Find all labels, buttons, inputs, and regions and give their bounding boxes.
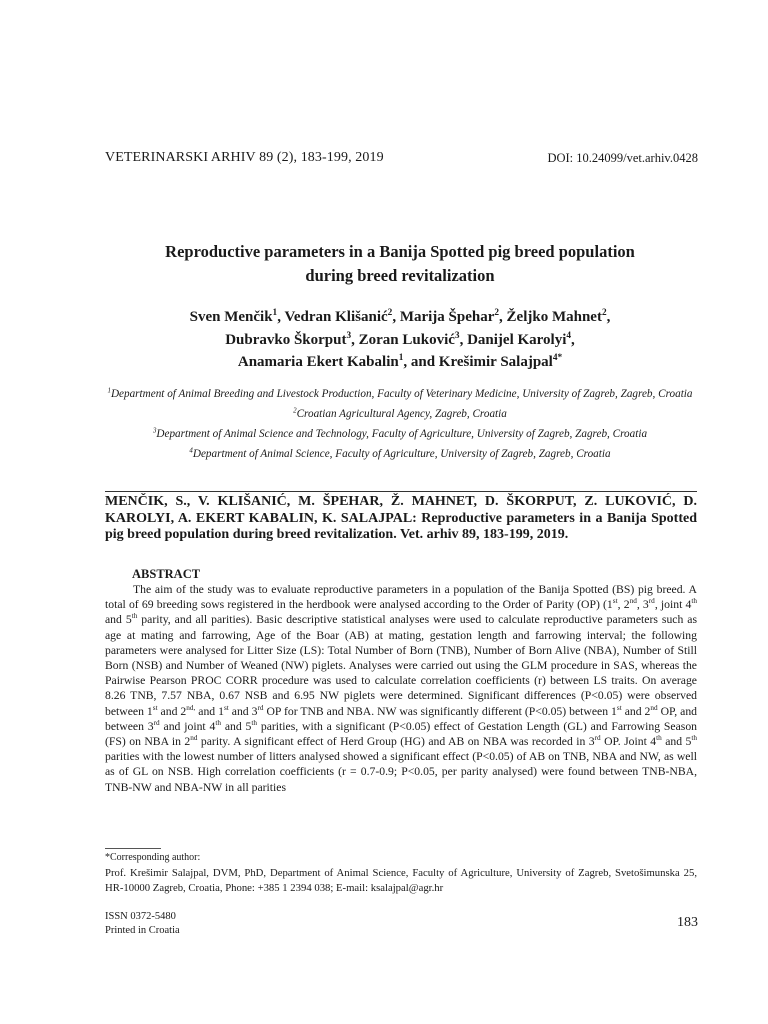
abstract-heading: ABSTRACT	[132, 567, 201, 581]
affiliation: $^4$Department of Animal Science, Faculty of Agriculture, University of Zagreb, Zagreb, Croatia	[189, 446, 611, 460]
citation-reference: Reproductive parameters in a Banija Spotted pig breed population during breed revitalization. Vet. arhiv 89, 183-199, 2019.	[105, 510, 697, 542]
issn-block	[105, 910, 180, 938]
page-number: 183	[677, 915, 698, 930]
issn: ISSN 0372-5480	[105, 911, 176, 922]
citation-authors: MENČIK, S., V. KLIŠANIĆ, M. ŠPEHAR, Ž. MAHNET, D. ŠKORPUT, Z. LUKOVIĆ, D. KAROLYI, A. EKERT KABALIN, K. SALAJPAL:	[105, 494, 697, 526]
printed-in: Printed in Croatia	[105, 925, 180, 936]
corresponding-author-note: Prof. Krešimir Salajpal, DVM, PhD, Department of Animal Science, Faculty of Agriculture, University of Zagreb, Svetošimunska 25, HR-10000 Zagreb, Croatia, Phone: +385 1 2394 038; E-mail: ksalajpal@agr.hr	[105, 867, 697, 894]
author: Vedran Klišanić$^2$,	[284, 308, 400, 325]
author: Marija Špehar$^2$,	[399, 308, 507, 325]
affiliation-list	[100, 384, 700, 464]
title-line-1: Reproductive parameters in a Banija Spotted pig breed population	[165, 242, 635, 261]
author: Danijel Karolyi$^4$,	[467, 330, 575, 348]
author: Dubravko Škorput$^3$,	[225, 330, 359, 348]
affiliation: $^1$Department of Animal Breeding and Livestock Production, Faculty of Veterinary Medicine, University of Zagreb, Zagreb, Croatia	[107, 386, 693, 400]
footnote-label: *Corresponding author:	[105, 852, 201, 863]
author: Krešimir Salajpal$^{4*}$	[438, 353, 563, 370]
journal-header: VETERINARSKI ARHIV 89 (2), 183-199, 2019	[105, 150, 384, 165]
author: Anamaria Ekert Kabalin$^1$, and	[237, 353, 439, 370]
abstract-text: The aim of the study was to evaluate reproductive parameters in a population of the Banija Spotted (BS) pig breed. A total of 69 breeding sows registered in the herdbook were analysed according to the Order of Parity (OP) (1st, 2nd, 3rd, joint 4th and 5th parity, and all parities). Basic descriptive statistical analyses were used to calculate reproductive parameters such as age at mating and farrowing, Age of the Boar (AB) at mating, gestation length and farrowing interval; the following parameters were analysed for Litter Size (LS): Total Number of Born (TNB), Number of Born Alive (NBA), Number of Still Born (NSB) and Number of Weaned (NW) piglets. Analyses were carried out using the GLM procedure in SAS, whereas the Pairwise Pearson PROC CORR procedure was used to calculate correlation coefficients (r) between LS traits. On average 8.26 TNB, 7.57 NBA, 0.67 NSB and 6.95 NW piglets were determined. Significant differences (P<0.05) were observed between 1st and $2^{nd,}$ and 1st and 3rd OP for TNB and NBA. NW was significantly different (P<0.05) between 1st and 2nd OP, and between 3rd and joint 4th and 5th parities, with a significant (P<0.05) effect of Gestation Length (GL) and Farrowing Season (FS) on NBA in 2nd parity. A significant effect of Herd Group (HG) and AB on NBA was recorded in 3rd OP. Joint 4th and 5th parities with the lowest number of litters analysed showed a significant effect (P<0.05) of AB on TNB, NBA and NW, as well as of GL on NSB. High correlation coefficients (r = 0.7-0.9; P<0.05, per parity analysed) were found between TNB-NBA, TNB-NW and NBA-NW in all parities	[105, 583, 698, 794]
doi-header: DOI: 10.24099/vet.arhiv.0428	[547, 151, 698, 165]
author: Sven Menčik$^1$,	[189, 308, 285, 325]
citation-block	[105, 494, 697, 544]
affiliation: $^2$Croatian Agricultural Agency, Zagreb, Croatia	[293, 406, 507, 420]
author-list	[100, 306, 700, 374]
author: Željko Mahnet$^2$,	[506, 308, 611, 325]
author: Zoran Luković$^3$,	[358, 330, 468, 348]
title-line-2: during breed revitalization	[305, 266, 495, 285]
footnote-divider	[105, 848, 161, 849]
article-title	[100, 240, 700, 288]
affiliation: $^3$Department of Animal Science and Technology, Faculty of Agriculture, University of Zagreb, Zagreb, Croatia	[152, 426, 648, 440]
divider	[105, 491, 697, 492]
